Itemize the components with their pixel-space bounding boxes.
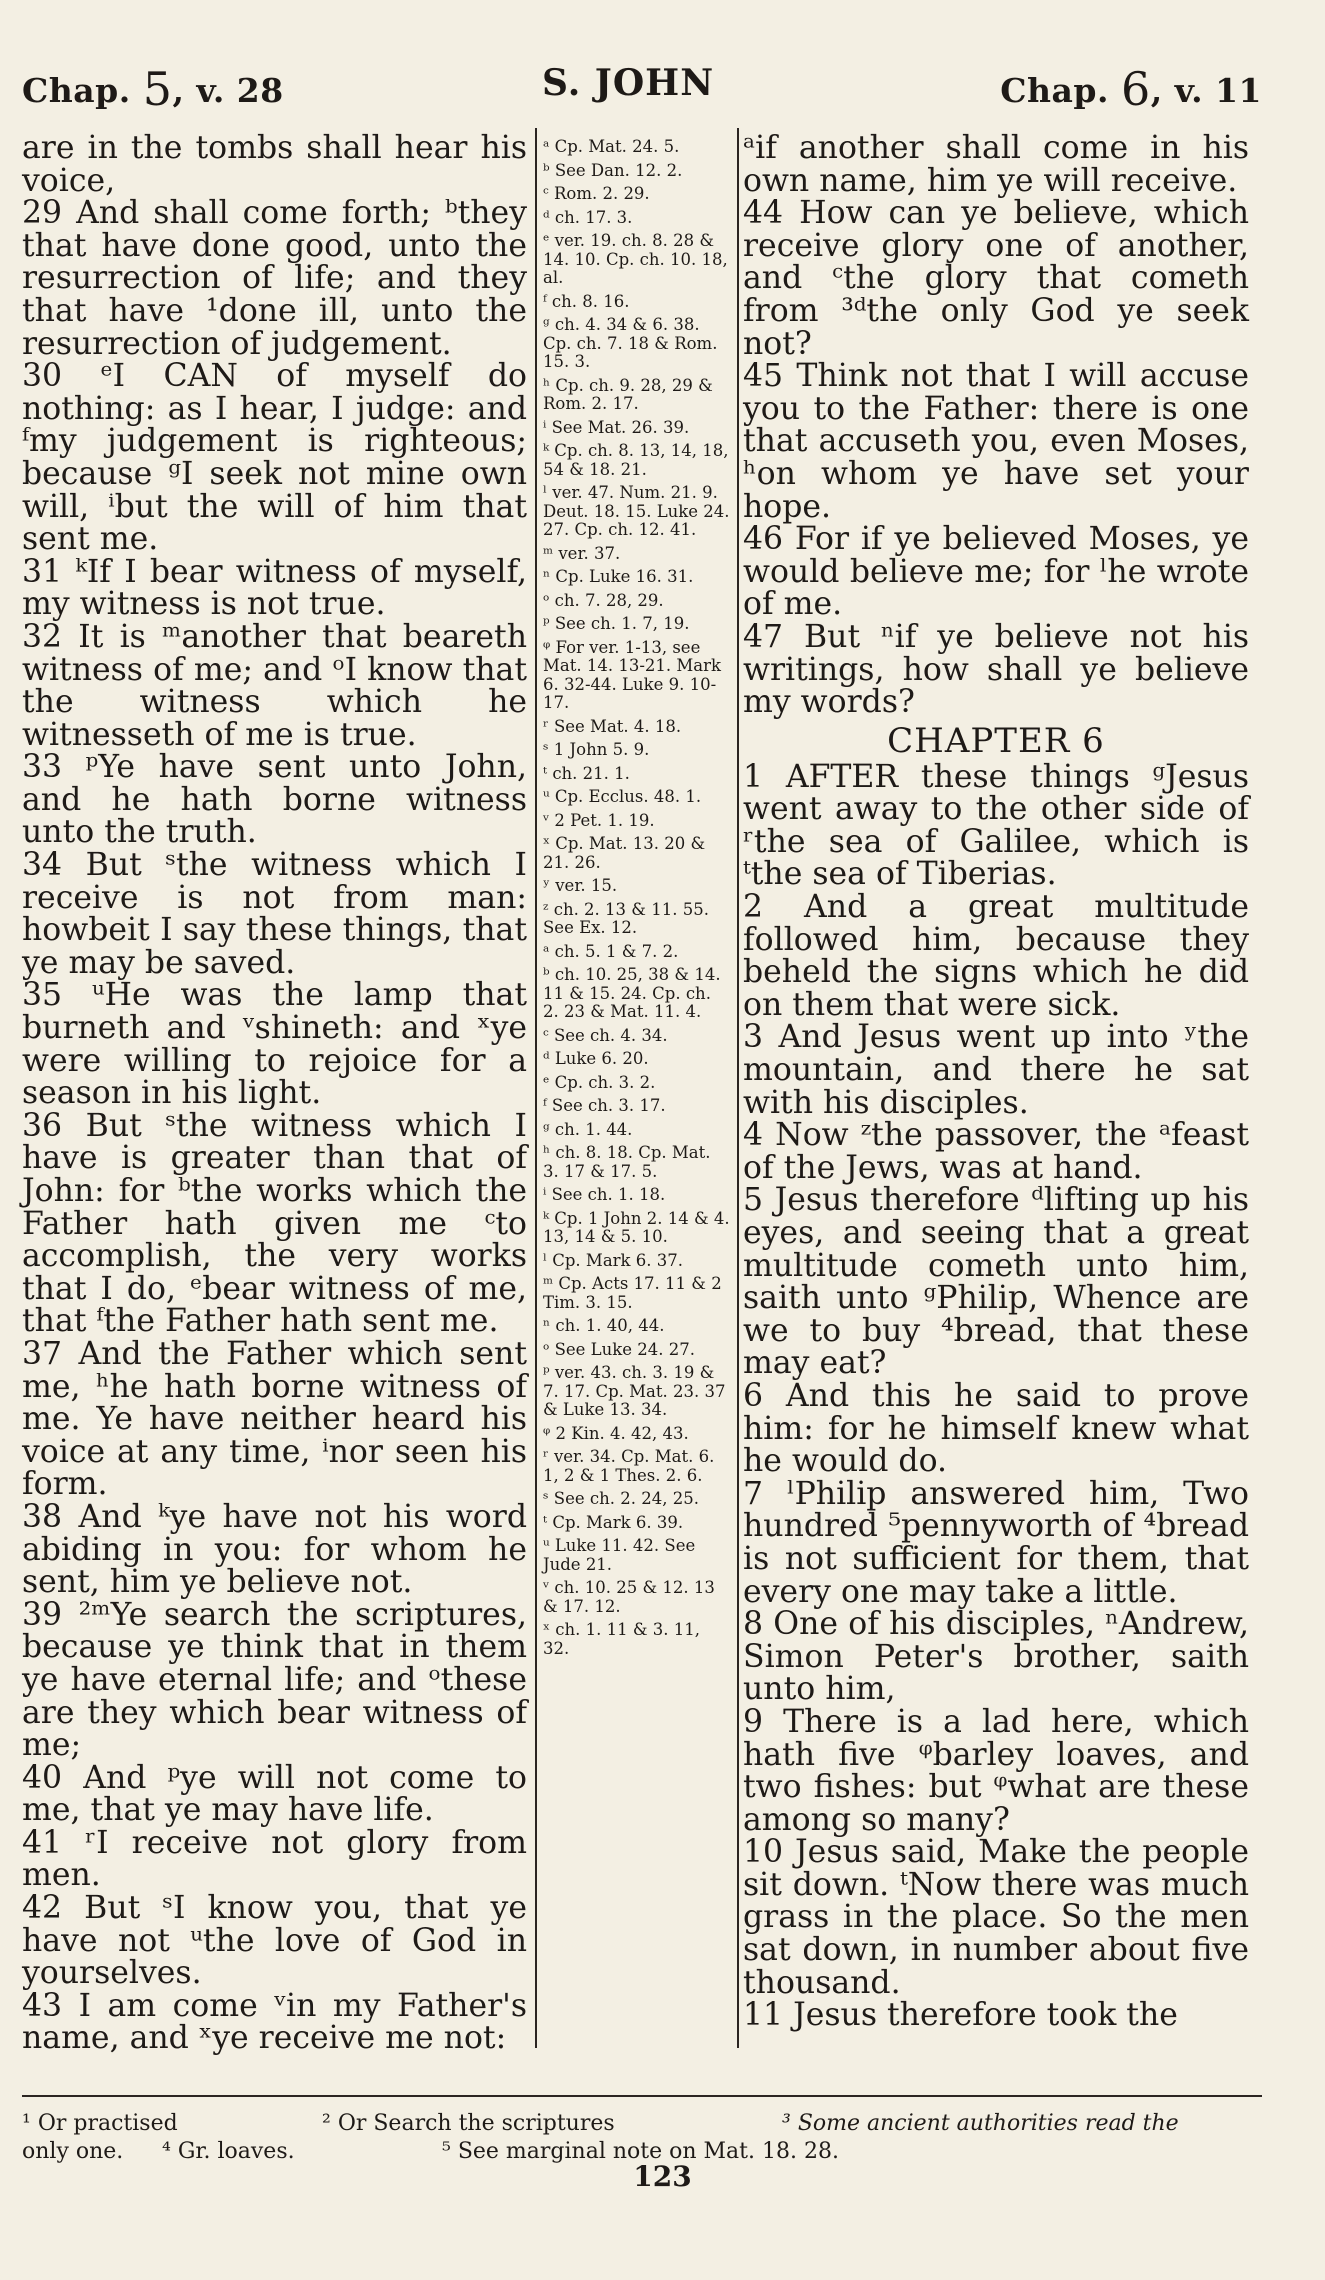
verse: 42 But ˢI know you, that ye have not ᵘthe love of God in yourselves.	[22, 1890, 527, 1992]
verse: 1 AFTER these things ᵍJesus went away to the other side of ʳthe sea of Galilee, which is ᵗthe sea of Tiberias.	[743, 758, 1249, 893]
book-title: S. JOHN	[542, 62, 715, 104]
chapter-number-right: 6	[1120, 62, 1151, 116]
verse: 4 Now ᶻthe passover, the ᵃfeast of the Jews, was at hand.	[743, 1117, 1249, 1186]
cross-reference-note: ⁱ See ch. 1. 18.	[543, 1185, 666, 1204]
cross-reference-note: ˣ Cp. Mat. 13. 20 & 21. 26.	[543, 834, 706, 872]
cross-reference-note: ᵈ ch. 17. 3.	[543, 207, 633, 227]
verse: 33 ᵖYe have sent unto John, and he hath borne witness unto the truth.	[22, 749, 527, 851]
cross-reference-note: ᵛ ch. 10. 25 & 12. 13 & 17. 12.	[543, 1578, 715, 1616]
verse: 44 How can ye believe, which receive glory one of another, and ᶜthe glory that cometh from ³ᵈthe only God ye seek not?	[743, 195, 1249, 362]
verse: 35 ᵘHe was the lamp that burneth and ᵛshineth: and ˣye were willing to rejoice for a season in his light.	[22, 977, 527, 1112]
verse: 31 ᵏIf I bear witness of myself, my witness is not true.	[22, 553, 527, 623]
verse-label-left: , v. 28	[172, 71, 284, 110]
verse: 41 ʳI receive not glory from men.	[22, 1824, 527, 1894]
verse: 34 But ˢthe witness which I receive is not from man: howbeit I say these things, that ye may be saved.	[22, 847, 527, 981]
cross-reference-note: ᵐ ver. 37.	[543, 543, 621, 563]
cross-reference-note: ᵒ See Luke 24. 27.	[543, 1339, 695, 1359]
cross-reference-note: ˢ See ch. 2. 24, 25.	[543, 1489, 699, 1508]
cross-reference-note: ⁱ See Mat. 26. 39.	[543, 417, 690, 437]
footnote-rule	[22, 2095, 1262, 2097]
cross-reference-note: ᶜ Rom. 2. 29.	[543, 184, 650, 203]
verse: 30 ᵉI CAN of myself do nothing: as I hear, I judge: and ᶠmy judgement is righteous; because ᵍI seek not mine own will, ⁱbut the will of him that sent me.	[22, 358, 527, 558]
cross-reference-note: ʰ Cp. ch. 9. 28, 29 & Rom. 2. 17.	[543, 375, 713, 413]
verse: 40 And ᵖye will not come to me, that ye may have life.	[22, 1759, 527, 1829]
verse: 11 Jesus therefore took the	[743, 1997, 1178, 2034]
footnote-5: ⁵ See marginal note on Mat. 18. 28.	[442, 2139, 839, 2164]
cross-reference-note: ʸ ver. 15.	[543, 876, 618, 895]
cross-reference-note: ʳ ver. 34. Cp. Mat. 6. 1, 2 & 1 Thes. 2. 6.	[543, 1447, 715, 1485]
running-head	[22, 62, 1262, 114]
footnote-2: ² Or Search the scriptures	[322, 2111, 615, 2136]
cross-reference-note: ʳ See Mat. 4. 18.	[543, 716, 682, 736]
right-text-column	[743, 132, 1249, 2032]
cross-reference-note: ˡ Cp. Mark 6. 37.	[543, 1250, 684, 1270]
verse: 46 For if ye believed Moses, ye would believe me; for ˡhe wrote of me.	[743, 521, 1249, 623]
cross-reference-note: ᵍ ch. 1. 44.	[543, 1119, 633, 1139]
verse: 39 ²ᵐYe search the scriptures, because ye think that in them ye have eternal life; and ᵒthese are they which bear witness of me;	[22, 1596, 527, 1764]
cross-reference-note: ᵃ ch. 5. 1 & 7. 2.	[543, 941, 679, 961]
verse: 9 There is a lad here, which hath five ᵠbarley loaves, and two fishes: but ᵠwhat are these among so many?	[743, 1703, 1249, 1838]
page-number: 123	[633, 2160, 692, 2193]
cross-reference-note: ʰ ch. 8. 18. Cp. Mat. 3. 17 & 17. 5.	[543, 1143, 711, 1181]
verse: 2 And a great multitude followed him, because they beheld the signs which he did on them that were sick.	[743, 889, 1249, 1023]
cross-reference-note: ᵏ Cp. 1 John 2. 14 & 4. 13, 14 & 5. 10.	[543, 1208, 730, 1246]
running-head-left	[22, 62, 284, 116]
verse: 10 Jesus said, Make the people sit down. ᵗNow there was much grass in the place. So the men sat down, in number about five thousand.	[743, 1834, 1249, 2001]
cross-reference-note: ᵠ For ver. 1-13, see Mat. 14. 13-21. Mark 6. 32-44. Luke 9. 10-17.	[543, 637, 722, 712]
cross-reference-note: ⁿ ch. 1. 40, 44.	[543, 1316, 665, 1335]
cross-reference-note: ᵒ ch. 7. 28, 29.	[543, 590, 664, 610]
chapter-heading: CHAPTER 6	[887, 720, 1105, 761]
verse: ᵃif another shall come in his own name, him ye will receive.	[743, 130, 1249, 199]
cross-reference-note: ᶜ See ch. 4. 34.	[543, 1025, 668, 1045]
cross-reference-note: ᵍ ch. 4. 34 & 6. 38. Cp. ch. 7. 18 & Rom. 15. 3.	[543, 315, 718, 371]
chapter-label-left: Chap.	[22, 71, 131, 110]
verse: 43 I am come ᵛin my Father's name, and ˣye receive me not:	[22, 1987, 527, 2057]
verse: 5 Jesus therefore ᵈlifting up his eyes, and seeing that a great multitude cometh unto him, saith unto ᵍPhilip, Whence are we to buy ⁴bread, that these may eat?	[743, 1182, 1249, 1382]
column-rule-right	[737, 128, 739, 2048]
verse: 47 But ⁿif ye believe not his writings, how shall ye believe my words?	[743, 618, 1249, 721]
cross-reference-note: ˡ ver. 47. Num. 21. 9. Deut. 18. 15. Luke 24. 27. Cp. ch. 12. 41.	[543, 483, 730, 539]
center-reference-column	[543, 138, 731, 1658]
cross-reference-note: ᵘ Luke 11. 42. See Jude 21.	[543, 1536, 696, 1574]
cross-reference-note: ˢ 1 John 5. 9.	[543, 740, 650, 759]
column-rule-left	[535, 128, 537, 2048]
verse: 29 And shall come forth; ᵇthey that have done good, unto the resurrection of life; and they that have ¹done ill, unto the resurrection of judgement.	[22, 195, 527, 362]
cross-reference-note: ᵏ Cp. ch. 8. 13, 14, 18, 54 & 18. 21.	[543, 441, 729, 479]
verse: are in the tombs shall hear his voice,	[22, 130, 527, 199]
verse: 3 And Jesus went up into ʸthe mountain, and there he sat with his disciples.	[743, 1019, 1249, 1121]
cross-reference-note: ᶠ ch. 8. 16.	[543, 291, 630, 311]
cross-reference-note: ᵐ Cp. Acts 17. 11 & 2 Tim. 3. 15.	[543, 1274, 722, 1312]
cross-reference-note: ᵈ Luke 6. 20.	[543, 1049, 649, 1068]
verse: 38 And ᵏye have not his word abiding in you: for whom he sent, him ye believe not.	[22, 1498, 527, 1601]
left-text-column	[22, 132, 527, 2055]
chapter-number-left: 5	[142, 62, 173, 116]
verse: 36 But ˢthe witness which I have is greater than that of John: for ᵇthe works which the Father hath given me ᶜto accomplish, the very works that I do, ᵉbear witness of me, that ᶠthe Father hath sent me.	[22, 1107, 527, 1340]
cross-reference-note: ᵇ See Dan. 12. 2.	[543, 160, 683, 180]
running-head-right	[1000, 62, 1262, 116]
verse: 8 One of his disciples, ⁿAndrew, Simon Peter's brother, saith unto him,	[743, 1606, 1249, 1708]
cross-reference-note: ᶻ ch. 2. 13 & 11. 55. See Ex. 12.	[543, 899, 709, 937]
footnote-4: ⁴ Gr. loaves.	[162, 2139, 295, 2164]
verse: 6 And this he said to prove him: for he himself knew what he would do.	[743, 1377, 1249, 1480]
chapter-label-right: Chap.	[1000, 71, 1109, 110]
cross-reference-note: ˣ ch. 1. 11 & 3. 11, 32.	[543, 1620, 700, 1658]
cross-reference-note: ᵉ Cp. ch. 3. 2.	[543, 1072, 656, 1092]
cross-reference-note: ᶠ See ch. 3. 17.	[543, 1096, 666, 1115]
cross-reference-note: ᵇ ch. 10. 25, 38 & 14. 11 & 15. 24. Cp. ch. 2. 23 & Mat. 11. 4.	[543, 965, 721, 1021]
cross-reference-note: ᵉ ver. 19. ch. 8. 28 & 14. 10. Cp. ch. 10. 18, al.	[543, 231, 728, 287]
footnote-3-cont: only one.	[22, 2139, 124, 2164]
cross-reference-note: ᵗ ch. 21. 1.	[543, 763, 630, 783]
cross-reference-note: ᵠ 2 Kin. 4. 42, 43.	[543, 1423, 689, 1443]
verse: 37 And the Father which sent me, ʰhe hath borne witness of me. Ye have neither heard his voice at any time, ⁱnor seen his form.	[22, 1335, 527, 1503]
footnote-1: ¹ Or practised	[22, 2111, 178, 2136]
cross-reference-note: ᵖ ver. 43. ch. 3. 19 & 7. 17. Cp. Mat. 23. 37 & Luke 13. 34.	[543, 1363, 726, 1419]
cross-reference-note: ᵃ Cp. Mat. 24. 5.	[543, 137, 680, 156]
verse: 7 ˡPhilip answered him, Two hundred ⁵pennyworth of ⁴bread is not sufficient for them, that every one may take a little.	[743, 1475, 1249, 1610]
verse-label-right: , v. 11	[1150, 71, 1262, 110]
footnote-3: ³ Some ancient authorities read the	[782, 2111, 1179, 2136]
cross-reference-note: ᵗ Cp. Mark 6. 39.	[543, 1512, 684, 1532]
verse: 32 It is ᵐanother that beareth witness of me; and ᵒI know that the witness which he witnesseth of me is true.	[22, 618, 527, 753]
verse: 45 Think not that I will accuse you to the Father: there is one that accuseth you, even Moses, ʰon whom ye have set your hope.	[743, 358, 1249, 525]
cross-reference-note: ᵘ Cp. Ecclus. 48. 1.	[543, 787, 702, 806]
cross-reference-note: ᵛ 2 Pet. 1. 19.	[543, 810, 655, 830]
cross-reference-note: ᵖ See ch. 1. 7, 19.	[543, 614, 690, 633]
cross-reference-note: ⁿ Cp. Luke 16. 31.	[543, 567, 694, 586]
